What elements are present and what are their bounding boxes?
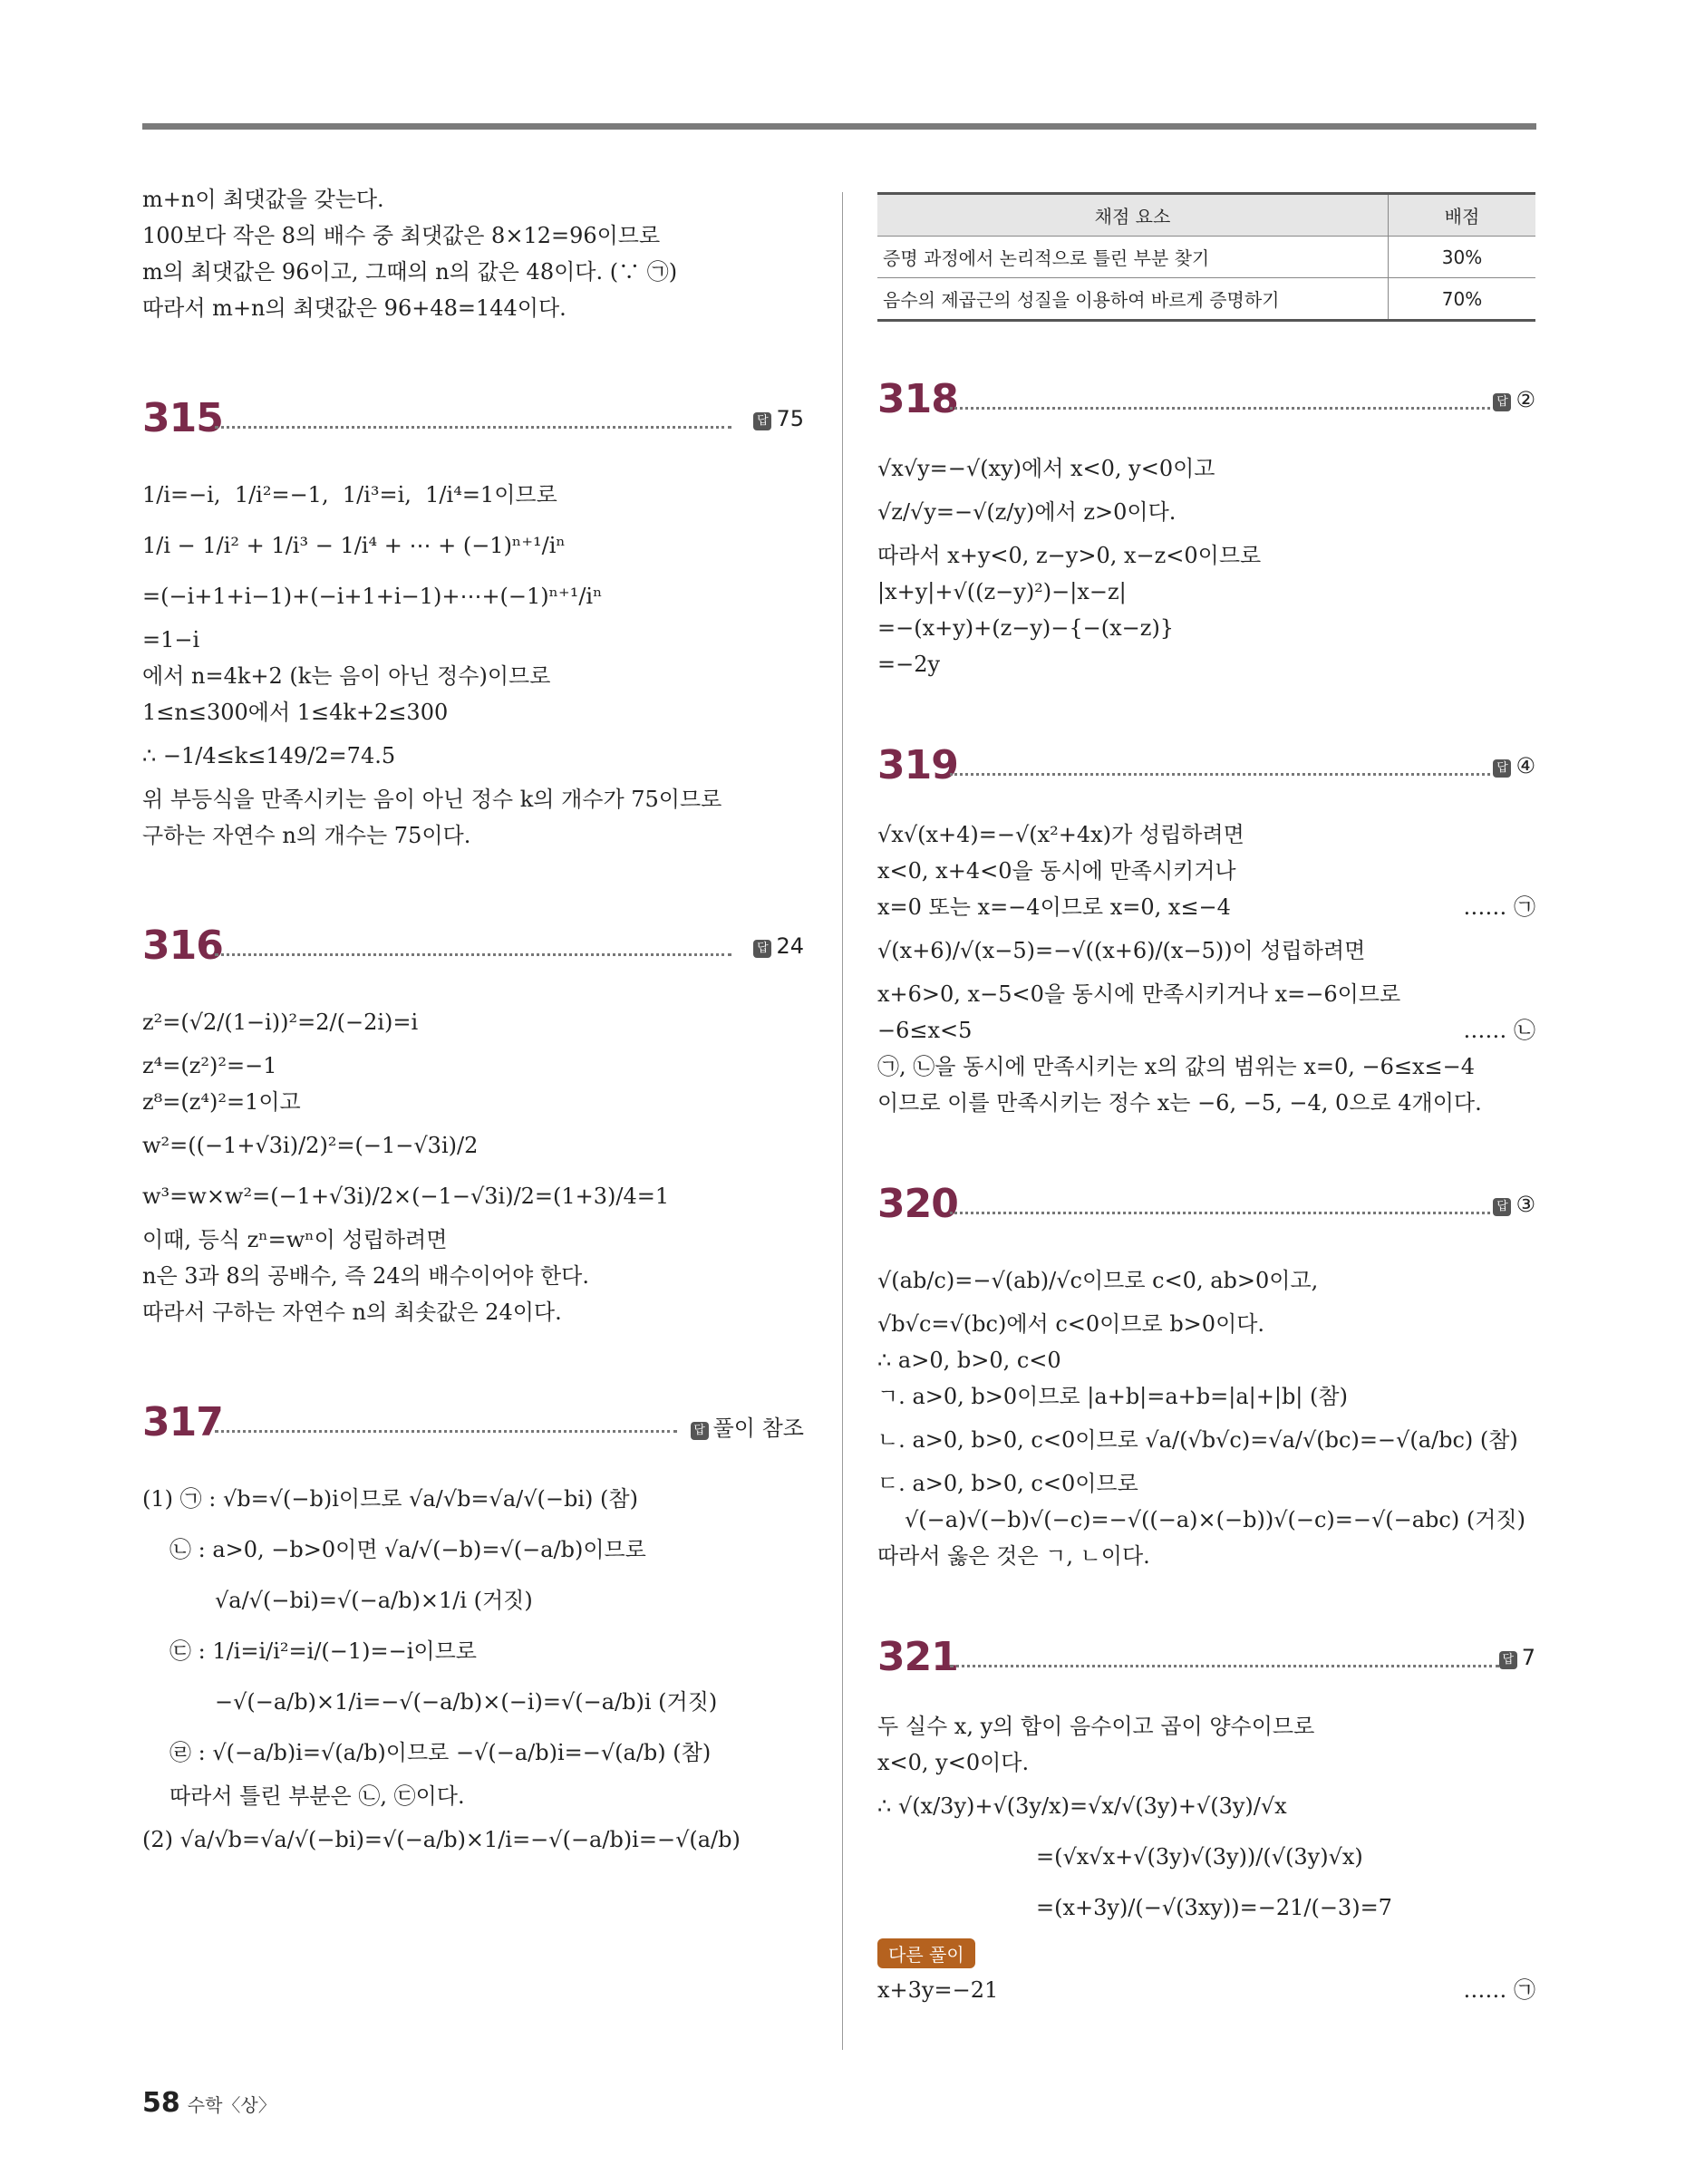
math-text: −6≤x<5 — [877, 1018, 973, 1043]
problem-316-solution — [142, 997, 804, 1330]
text-line: 따라서 구하는 자연수 n의 최솟값은 24이다. — [142, 1300, 562, 1325]
equation-marker: …… ㉠ — [1463, 1977, 1535, 2003]
math-line: ㉡ : a>0, −b>0이면 √a/√(−b)=√(−a/b)이므로 — [169, 1537, 646, 1562]
equation-marker: …… ㉡ — [1463, 1018, 1535, 1043]
math-line: ∴ −1/4≤k≤149/2=74.5 — [142, 743, 396, 768]
math-line: −√(−a/b)×1/i=−√(−a/b)×(−i)=√(−a/b)i (거짓) — [215, 1689, 718, 1715]
text-line: ㉠, ㉡을 동시에 만족시키는 x의 값의 범위는 x=0, −6≤x≤−4 — [877, 1054, 1476, 1079]
answer-icon: 답 — [1493, 1198, 1511, 1216]
text-line: n은 3과 8의 공배수, 즉 24의 배수이어야 한다. — [142, 1263, 589, 1289]
text-line: 100보다 작은 8의 배수 중 최댓값은 8×12=96이므로 — [142, 223, 661, 248]
problem-number: 321 — [877, 1634, 958, 1680]
problem-321-header — [877, 1634, 1535, 1694]
answer-value: 풀이 참조 — [712, 1416, 804, 1441]
problem-319-solution — [877, 817, 1535, 1121]
right-column — [877, 181, 1535, 2008]
text-line: m의 최댓값은 96이고, 그때의 n의 값은 48이다. (∵ ㉠) — [142, 259, 678, 285]
text-line: 따라서 옳은 것은 ㄱ, ㄴ이다. — [877, 1543, 1150, 1569]
table-cell: 30% — [1389, 237, 1536, 278]
answer-label — [1493, 1192, 1535, 1217]
answer-value: 24 — [776, 933, 804, 959]
problem-317-solution — [142, 1474, 804, 1865]
leader-dots — [950, 1665, 1499, 1667]
problem-number: 316 — [142, 923, 223, 969]
text-line: 이므로 이를 만족시키는 정수 x는 −6, −5, −4, 0으로 4개이다. — [877, 1090, 1482, 1116]
answer-value: ④ — [1516, 753, 1535, 778]
problem-319-header — [877, 742, 1535, 802]
table-cell: 증명 과정에서 논리적으로 틀린 부분 찾기 — [877, 237, 1389, 278]
math-line: =−(x+y)+(z−y)−{−(x−z)} — [877, 615, 1175, 641]
math-line: x<0, y<0이다. — [877, 1750, 1030, 1775]
math-line: √(x+6)/√(x−5)=−√((x+6)/(x−5))이 성립하려면 — [877, 938, 1366, 963]
math-line: ∴ √(x/3y)+√(3y/x)=√x/√(3y)+√(3y)/√x — [877, 1793, 1287, 1819]
text-line: x<0, x+4<0을 동시에 만족시키거나 — [877, 858, 1236, 884]
alt-solution-badge: 다른 풀이 — [877, 1938, 975, 1968]
math-line — [877, 889, 1535, 925]
math-line: √(ab/c)=−√(ab)/√c이므로 c<0, ab>0이고, — [877, 1268, 1319, 1293]
math-line: ㉣ : √(−a/b)i=√(a/b)이므로 −√(−a/b)i=−√(a/b) (참) — [169, 1740, 712, 1765]
answer-label — [691, 1410, 804, 1442]
math-text: x=0 또는 x=−4이므로 x=0, x≤−4 — [877, 894, 1231, 920]
text-line: 따라서 m+n의 최댓값은 96+48=144이다. — [142, 295, 567, 321]
problem-321-solution — [877, 1708, 1535, 2008]
table-row — [877, 237, 1535, 278]
math-line: =1−i — [142, 627, 200, 652]
answer-icon: 답 — [753, 940, 771, 958]
problem-318-solution — [877, 450, 1535, 682]
math-line: w²=((−1+√3i)/2)²=(−1−√3i)/2 — [142, 1133, 479, 1158]
scoring-table — [877, 192, 1535, 322]
table-cell: 70% — [1389, 278, 1536, 321]
answer-icon: 답 — [691, 1422, 709, 1440]
text-line: 위 부등식을 만족시키는 음이 아닌 정수 k의 개수가 75이므로 — [142, 787, 722, 812]
math-line: 1≤n≤300에서 1≤4k+2≤300 — [142, 700, 449, 725]
math-line: 따라서 x+y<0, z−y>0, x−z<0이므로 — [877, 543, 1262, 568]
problem-315-header — [142, 395, 804, 455]
text-line: 에서 n=4k+2 (k는 음이 아닌 정수)이므로 — [142, 663, 551, 689]
equation-marker: …… ㉠ — [1463, 894, 1535, 920]
answer-value: ③ — [1516, 1192, 1535, 1217]
math-line: =(−i+1+i−1)+(−i+1+i−1)+⋯+(−1)ⁿ⁺¹/iⁿ — [142, 584, 603, 609]
left-column — [142, 181, 804, 1865]
text-line: ㄷ. a>0, b>0, c<0이므로 — [877, 1471, 1138, 1496]
math-line: ∴ a>0, b>0, c<0 — [877, 1348, 1061, 1373]
math-line: =−2y — [877, 652, 941, 677]
math-line: z⁸=(z⁴)²=1이고 — [142, 1089, 301, 1115]
answer-label — [1493, 387, 1535, 412]
math-line: (2) √a/√b=√a/√(−bi)=√(−a/b)×1/i=−√(−a/b)i=−√(a/b) — [142, 1827, 741, 1852]
math-line: z⁴=(z²)²=−1 — [142, 1053, 277, 1078]
problem-316-header — [142, 923, 804, 982]
math-line: ㉢ : 1/i=i/i²=i/(−1)=−i이므로 — [169, 1638, 477, 1664]
math-line: √x√y=−√(xy)에서 x<0, y<0이고 — [877, 456, 1215, 481]
text-line: m+n이 최댓값을 갖는다. — [142, 187, 384, 212]
math-line: z²=(√2/(1−i))²=2/(−2i)=i — [142, 1010, 419, 1035]
math-line: √z/√y=−√(z/y)에서 z>0이다. — [877, 499, 1177, 525]
answer-icon: 답 — [1493, 393, 1511, 411]
math-line: 1/i − 1/i² + 1/i³ − 1/i⁴ + ⋯ + (−1)ⁿ⁺¹/iⁿ — [142, 533, 566, 558]
problem-320-header — [877, 1181, 1535, 1241]
table-header: 배점 — [1389, 194, 1536, 237]
math-line: 1/i=−i, 1/i²=−1, 1/i³=i, 1/i⁴=1이므로 — [142, 482, 557, 507]
leader-dots — [950, 773, 1490, 776]
column-divider — [842, 192, 843, 2050]
answer-value: 7 — [1521, 1645, 1535, 1670]
leader-dots — [215, 1430, 677, 1433]
header-rule — [142, 123, 1536, 130]
intro-text — [142, 181, 804, 326]
math-line: w³=w×w²=(−1+√3i)/2×(−1−√3i)/2=(1+3)/4=1 — [142, 1184, 670, 1209]
math-line: √a/√(−bi)=√(−a/b)×1/i (거짓) — [215, 1588, 533, 1613]
math-line — [877, 1972, 1535, 2008]
math-line: √b√c=√(bc)에서 c<0이므로 b>0이다. — [877, 1311, 1265, 1337]
math-line: =(√x√x+√(3y)√(3y))/(√(3y)√x) — [1036, 1844, 1363, 1870]
text-line: 이때, 등식 zⁿ=wⁿ이 성립하려면 — [142, 1227, 448, 1252]
problem-317-header — [142, 1399, 804, 1459]
text-line: 두 실수 x, y의 합이 음수이고 곱이 양수이므로 — [877, 1714, 1315, 1739]
math-line: √x√(x+4)=−√(x²+4x)가 성립하려면 — [877, 822, 1244, 847]
problem-number: 319 — [877, 742, 958, 788]
problem-320-solution — [877, 1255, 1535, 1574]
answer-value: 75 — [776, 406, 804, 431]
math-text: x+3y=−21 — [877, 1977, 999, 2003]
problem-number: 315 — [142, 395, 223, 441]
problem-318-header — [877, 376, 1535, 436]
math-line — [877, 1012, 1535, 1049]
math-line: |x+y|+√((z−y)²)−|x−z| — [877, 579, 1127, 604]
text-line: 따라서 틀린 부분은 ㉡, ㉢이다. — [169, 1783, 465, 1809]
table-header-row — [877, 194, 1535, 237]
answer-label — [753, 933, 804, 959]
problem-number: 320 — [877, 1181, 958, 1227]
page-footer — [142, 2087, 276, 2119]
leader-dots — [950, 407, 1490, 410]
math-line: =(x+3y)/(−√(3xy))=−21/(−3)=7 — [1036, 1895, 1392, 1920]
page-number: 58 — [142, 2087, 180, 2119]
book-title: 수학〈상〉 — [187, 2094, 276, 2116]
math-line: ㄴ. a>0, b>0, c<0이므로 √a/(√b√c)=√a/√(bc)=−√(a/bc) (참) — [877, 1427, 1518, 1453]
math-line: √(−a)√(−b)√(−c)=−√((−a)×(−b))√(−c)=−√(−abc) (거짓) — [905, 1507, 1525, 1532]
leader-dots — [215, 426, 731, 429]
answer-label — [1493, 753, 1535, 778]
answer-value: ② — [1516, 387, 1535, 412]
leader-dots — [950, 1212, 1490, 1214]
math-line: (1) ㉠ : √b=√(−b)i이므로 √a/√b=√a/√(−bi) (참) — [142, 1486, 638, 1512]
problem-number: 318 — [877, 376, 958, 422]
text-line: 구하는 자연수 n의 개수는 75이다. — [142, 823, 471, 848]
problem-number: 317 — [142, 1399, 223, 1445]
answer-label — [1499, 1645, 1535, 1670]
table-row — [877, 278, 1535, 321]
answer-icon: 답 — [1499, 1651, 1517, 1669]
table-cell: 음수의 제곱근의 성질을 이용하여 바르게 증명하기 — [877, 278, 1389, 321]
math-line: ㄱ. a>0, b>0이므로 |a+b|=a+b=|a|+|b| (참) — [877, 1384, 1348, 1409]
text-line: x+6>0, x−5<0을 동시에 만족시키거나 x=−6이므로 — [877, 981, 1401, 1007]
problem-315-solution — [142, 469, 804, 854]
leader-dots — [215, 953, 731, 956]
answer-icon: 답 — [753, 412, 771, 430]
answer-label — [753, 406, 804, 431]
table-header: 채점 요소 — [877, 194, 1389, 237]
answer-icon: 답 — [1493, 759, 1511, 778]
